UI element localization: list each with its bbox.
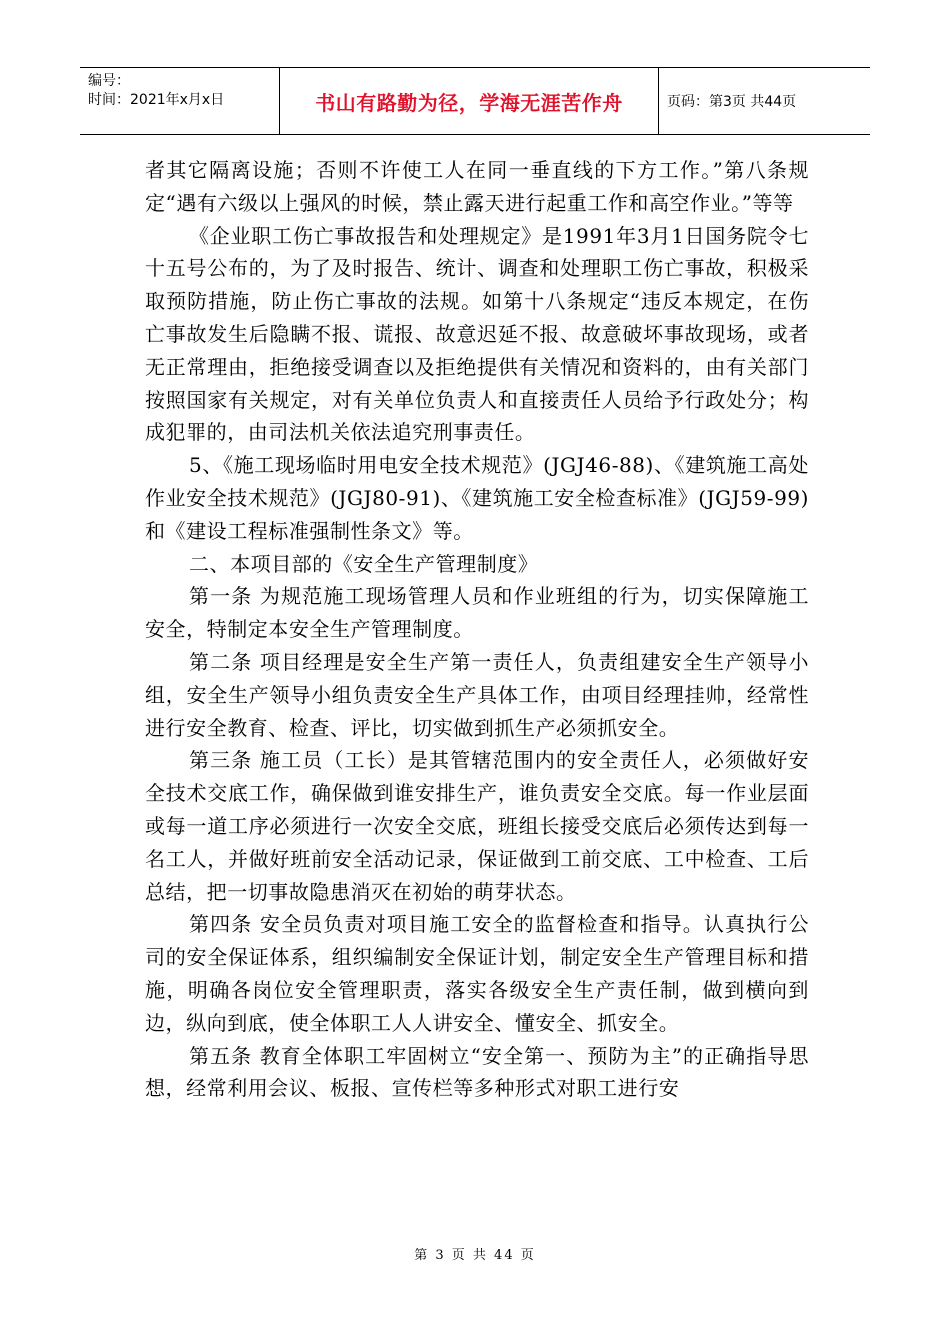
- document-number-label: 编号：: [88, 73, 130, 89]
- body-paragraph: 《企业职工伤亡事故报告和处理规定》是1991年3月1日国务院令七十五号公布的，为了及时报告、统计、调查和处理职工伤亡事故，积极采取预防措施，防止伤亡事故的法规。如第十八条规定“违反本规定，在伤亡事故发生后隐瞒不报、谎报、故意迟延不报、故意破坏事故现场，或者无正常理由，拒绝接受调查以及拒绝提供有关情况和资料的，由有关部门按照国家有关规定，对有关单位负责人和直接责任人员给予行政处分；构成犯罪的，由司法机关依法追究刑事责任。: [145, 223, 809, 445]
- header-motto: 书山有路勤为径，学海无涯苦作舟: [280, 68, 659, 134]
- body-paragraph: 5、《施工现场临时用电安全技术规范》(JGJ46-88)、《建筑施工高处作业安全技术规范》(JGJ80-91)、《建筑施工安全检查标准》(JGJ59-99)和《建设工程标准强制性条文》等。: [145, 453, 809, 543]
- body-paragraph: 者其它隔离设施；否则不许使工人在同一垂直线的下方工作。”第八条规定“遇有六级以上强风的时候，禁止露天进行起重工作和高空作业。”等等: [145, 158, 809, 215]
- document-body: [145, 154, 809, 1105]
- header-meta: [80, 68, 280, 134]
- section-heading: 二、本项目部的《安全生产管理制度》: [189, 551, 539, 576]
- document-time-label: 时间：2021年x月x日: [88, 92, 225, 108]
- article-paragraph: 第五条 教育全体职工牢固树立“安全第一、预防为主”的正确指导思想，经常利用会议、板报、宣传栏等多种形式对职工进行安: [145, 1043, 809, 1101]
- page-footer: 第 3 页 共 44 页: [414, 1248, 536, 1263]
- article-paragraph: 第二条 项目经理是安全生产第一责任人，负责组建安全生产领导小组，安全生产领导小组负责安全生产具体工作，由项目经理挂帅，经常性进行安全教育、检查、评比，切实做到抓生产必须抓安全。: [145, 649, 809, 740]
- article-paragraph: 第一条 为规范施工现场管理人员和作业班组的行为，切实保障施工安全，特制定本安全生产管理制度。: [145, 584, 809, 642]
- header-page-info: 页码：第3页 共44页: [667, 94, 797, 110]
- article-paragraph: 第三条 施工员（工长）是其管辖范围内的安全责任人，必须做好安全技术交底工作，确保做到谁安排生产，谁负责安全交底。每一作业层面或每一道工序必须进行一次安全交底，班组长接受交底后必须传达到每一名工人，并做好班前安全活动记录，保证做到工前交底、工中检查、工后总结，把一切事故隐患消灭在初始的萌芽状态。: [145, 748, 809, 904]
- article-paragraph: 第四条 安全员负责对项目施工安全的监督检查和指导。认真执行公司的安全保证体系，组织编制安全保证计划，制定安全生产管理目标和措施，明确各岗位安全管理职责，落实各级安全生产责任制，做到横向到边，纵向到底，使全体职工人人讲安全、懂安全、抓安全。: [145, 912, 809, 1035]
- page-header: [80, 67, 870, 135]
